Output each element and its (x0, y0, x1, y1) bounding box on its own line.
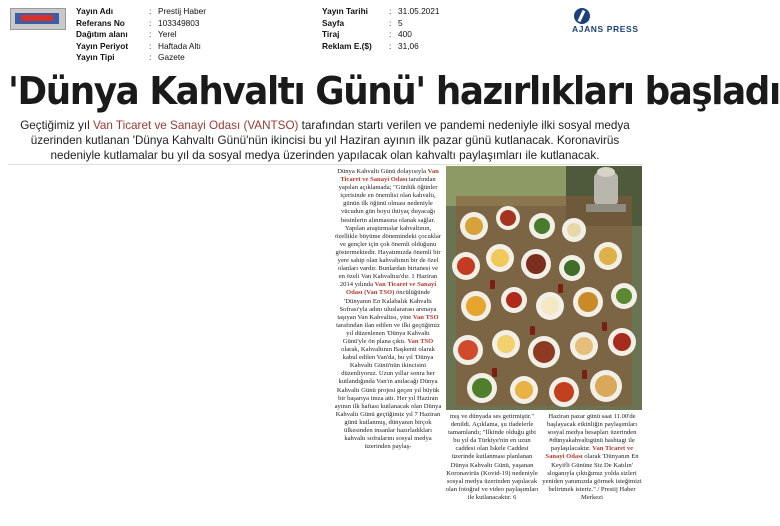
meta-row: Dağıtım alanı : Yerel (76, 29, 177, 40)
meta-row: Sayfa : 5 (322, 17, 403, 28)
ajans-press-icon (574, 8, 590, 24)
meta-row: Tiraj : 400 (322, 29, 412, 40)
article-column-2: mış ve dünyada ses getirmiştir." denildi. Açıklama, şu ifadelerle tamamlandı; "İlkinde olduğu gibi bu yıl da Türkiye'nin en uzun caddesi olan İskele Caddesi üzerinde kutlanması planlanan Dünya Kahvaltı Günü, yaşanan Koronavirüs (Kovid-19) nedeniyle sosyal medya üzerinden yapılacak olan fotoğraf ve video paylaşımları ile kutlanacaktır. 6 (445, 413, 539, 501)
ajans-press-logo: AJANS PRESS (574, 8, 644, 34)
lead-paragraph: Geçtiğimiz yıl Van Ticaret ve Sanayi Odası (VANTSO) tarafından startı verilen ve pandemi nedeniyle ilki sosyal medya üzerinden kutlanan 'Dünya Kahvaltı Günü'nün ikincisi bu yıl Haziran ayının ilk pazar günü kutlanacak. Koronavirüs nedeniyle kutlamalar bu yıl da sosyal medya üzerinden yapılacak olan kahvaltı paylaşımları ile kutlanacak. (20, 119, 630, 162)
breakfast-photo-illustration (446, 166, 642, 410)
highlighted-org-name: Van TSO (412, 313, 439, 321)
highlighted-org-name: Van Ticaret ve Sanayi Odası (Van TSO) (345, 281, 437, 297)
highlighted-org-name: Van Ticaret ve Sanayi Odası (340, 168, 439, 184)
meta-left (76, 6, 206, 64)
article-column-3: Haziran pazar günü saat 11.00'de başlayacak etkinliğin paylaşımları sosyal medya hesapları üzerinden #dünyakahvaltıgünü hashtagi ile paylaşılacaktır. Van Ticaret ve Sanayi Odası olarak 'Dünyanın En Keyifli Gününe Siz De Katılın' sloganıyla çıktığımız yolda sizleri yeniden yanımızda görmek isteğimizi belirtmek isteriz." / Prestij Haber Merkezi (542, 413, 642, 501)
article-column-1 (334, 168, 442, 451)
breakfast-table-photo (446, 166, 642, 410)
body-text: tarafından yapılan açıklamada; "Günlük öğünler içerisinde en önemlisi olan kahvaltı, günün ilk öğünü olması nedeniyle vücudun gün boyu ihtiyaç duyacağı besinlerin alınmasına olanak sağlar. Yapılan araştırmalar kahvaltının, özellikle büyüme dönemindeki çocuklar ve gençler için çok önemli olduğunu göstermektedir. Hayatımızda önemli bir yere sahip olan kahvaltının bir de özel olanları vardır. Bunlardan birtanesi ve en özeli Van Kahvaltısı'dır. 1 Haziran 2014 yılında (334, 176, 441, 289)
meta-row: Yayın Tarihi : 31.05.2021 (322, 6, 440, 16)
meta-row: Yayın Adı : Prestij Haber (76, 6, 206, 16)
body-text: tarafından ilan edilen ve ilki geçtiğimiz yıl düzenlenen 'Dünya Kahvaltı Günü'yle ön plana çıktı. (336, 321, 440, 345)
newspaper-logo (10, 8, 66, 30)
body-text: olarak, Kahvaltının Başkenti olarak kabul edilen Van'da, bu yıl 'Dünya Kahvaltı Günü'nün ikincisini düzenliyoruz. Uzun yıllar sonra her kutlandığında Van'ın anılacağı Dünya Kahvaltı Günü projesi geçen yıl büyük bir başarıya imza attı. Her yıl Haziran ayının ilk haftası kutlanacak olan Dünya Kahvaltı Günü geçtiğimiz yıl 7 Haziran günü kutlanmış, dünyanın birçok ülkesinden insanlar hazırladıkları kahvaltı sofralarını sosyal medya üzerinden paylaş- (334, 346, 442, 451)
body-text: öncülüğünde 'Dünyanın En Kalabalık Kahvaltı Sofrası'yla adını uluslararası arenaya taşıyan Van Kahvaltısı, yine (337, 289, 437, 321)
divider (8, 164, 642, 165)
meta-row: Yayın Periyot : Haftada Altı (76, 40, 201, 51)
meta-row: Yayın Tipi : Gazete (76, 52, 185, 63)
meta-row: Reklam E.($) : 31,06 (322, 40, 419, 51)
headline: 'Dünya Kahvaltı Günü' hazırlıkları başladı (8, 69, 780, 113)
clipping-header (0, 0, 650, 66)
meta-right (322, 6, 440, 52)
meta-row: Referans No : 103349803 (76, 17, 200, 28)
body-text: Dünya Kahvaltı Günü dolayısıyla (337, 168, 428, 175)
highlighted-org-name: Van TSO (407, 337, 434, 345)
